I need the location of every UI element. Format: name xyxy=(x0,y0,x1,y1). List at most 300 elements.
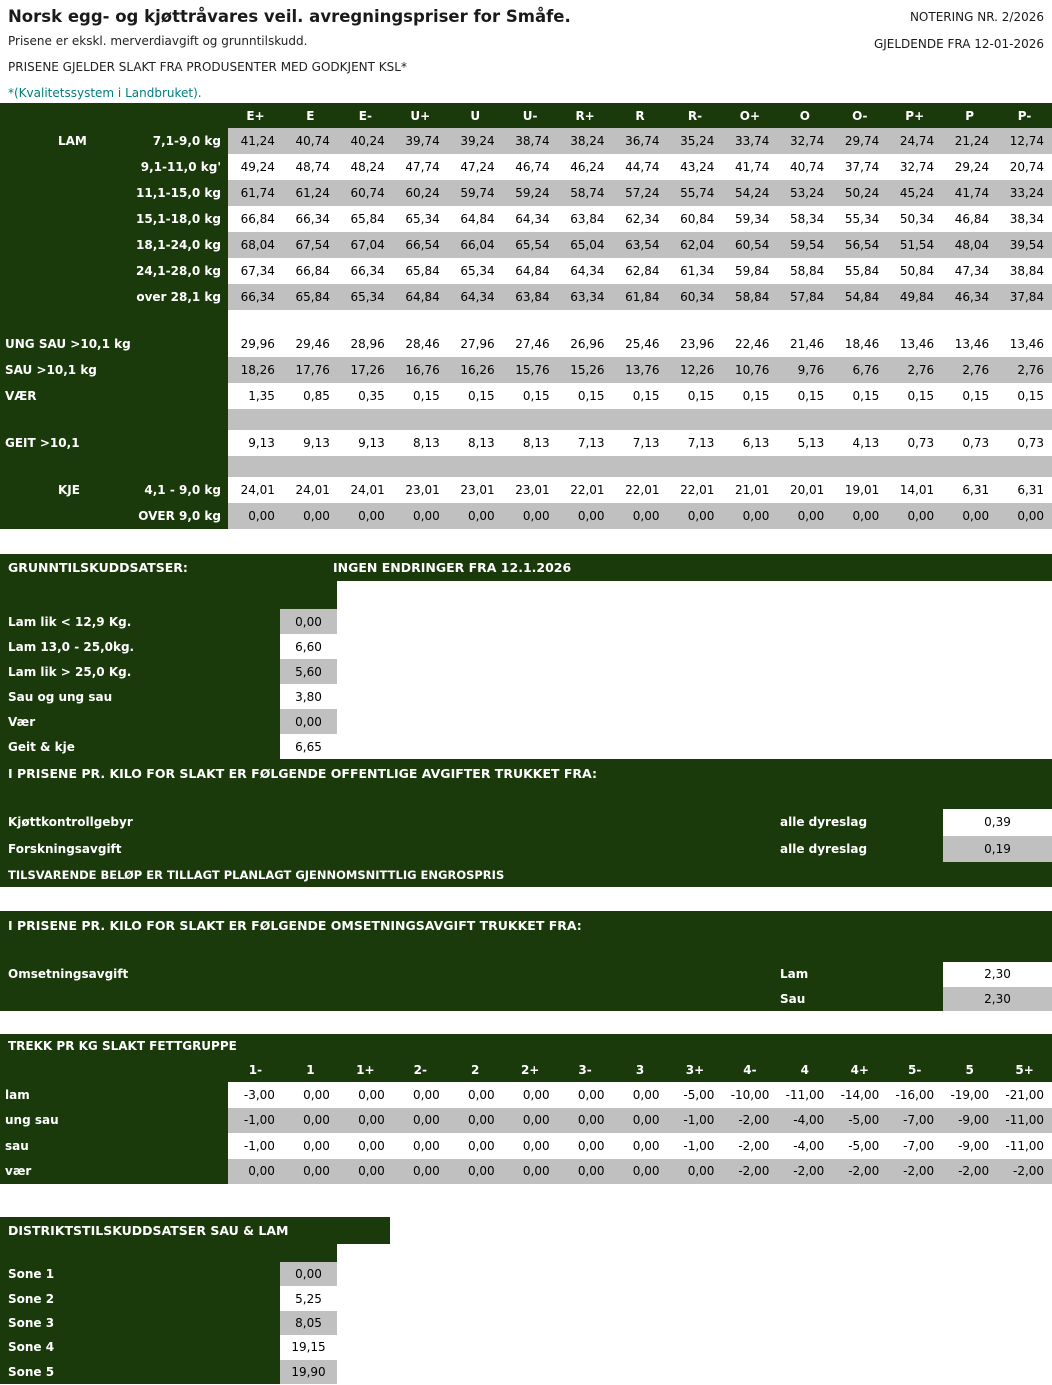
grade-column-header: U- xyxy=(522,108,538,123)
sone-label: Sone 5 xyxy=(8,1364,55,1379)
price-row-cells xyxy=(228,232,1052,258)
price-cell: 0,73 xyxy=(1017,436,1045,450)
grunntilskudd-row xyxy=(0,609,337,634)
grade-column-header: E xyxy=(306,108,315,123)
price-cell: 15,26 xyxy=(570,363,605,377)
page-title: Norsk egg- og kjøttråvares veil. avregningspriser for Småfe. xyxy=(8,7,571,26)
grade-header-row xyxy=(228,103,1052,128)
price-cell: 64,34 xyxy=(570,264,605,278)
fat-class-column-header: 4 xyxy=(800,1063,810,1077)
price-cell: 38,34 xyxy=(1009,212,1045,226)
price-row-label xyxy=(0,206,228,232)
ksl-statement: PRISENE GJELDER SLAKT FRA PRODUSENTER MED GODKJENT KSL* xyxy=(8,60,407,74)
price-cell: 12,74 xyxy=(1009,134,1045,148)
deduction-cell: 0,00 xyxy=(413,1164,440,1179)
subtitle: Prisene er ekskl. merverdiavgift og grunntilskudd. xyxy=(8,34,308,48)
grade-column-header: O xyxy=(799,108,810,123)
price-cell: 58,34 xyxy=(789,212,825,226)
price-row xyxy=(0,503,1052,529)
price-cell: 29,24 xyxy=(954,160,990,174)
deduction-cell: -9,00 xyxy=(958,1113,990,1128)
price-cell: 13,76 xyxy=(625,363,660,377)
deduction-cell: -11,00 xyxy=(785,1087,825,1102)
price-cell: 32,74 xyxy=(789,134,825,148)
deduction-cell: 0,00 xyxy=(303,1087,330,1102)
grunntilskudd-label: Lam 13,0 - 25,0kg. xyxy=(8,639,135,654)
price-cell: 20,74 xyxy=(1009,160,1045,174)
price-cell: 0,15 xyxy=(907,389,935,403)
omsetning-value: 2,30 xyxy=(943,987,1052,1012)
valid-from-date: GJELDENDE FRA 12-01-2026 xyxy=(873,37,1044,51)
price-cell: 48,04 xyxy=(954,238,990,252)
section-title-omsetning: I PRISENE PR. KILO FOR SLAKT ER FØLGENDE OMSETNINGSAVGIFT TRUKKET FRA: xyxy=(8,918,582,933)
document-header xyxy=(0,0,1052,103)
price-cell: 9,13 xyxy=(248,436,275,450)
price-cell: 35,24 xyxy=(680,134,715,148)
price-row xyxy=(0,430,1052,456)
grade-column-header: U xyxy=(470,108,481,123)
fat-class-column-header: 4+ xyxy=(850,1063,869,1077)
price-cell: 65,84 xyxy=(350,212,385,226)
price-cell: 22,01 xyxy=(625,483,660,497)
avgift-scope: alle dyreslag xyxy=(780,841,868,856)
deduction-cell: -5,00 xyxy=(683,1087,715,1102)
price-cell: 50,84 xyxy=(899,264,935,278)
price-cell: 22,46 xyxy=(735,337,770,351)
price-cell: 24,01 xyxy=(295,483,330,497)
price-row xyxy=(0,331,1052,357)
price-cell: 59,74 xyxy=(460,186,495,200)
grunntilskudd-header xyxy=(0,554,1052,581)
price-cell: 61,34 xyxy=(680,264,715,278)
price-row-label xyxy=(0,284,228,310)
price-row-cells xyxy=(228,331,1052,357)
fat-class-column-header: 1 xyxy=(306,1063,315,1077)
weight-class-label: 7,1-9,0 kg xyxy=(152,134,221,148)
price-cell: 13,46 xyxy=(1009,337,1045,351)
price-cell: 39,24 xyxy=(460,134,495,148)
deduction-cell: 0,00 xyxy=(577,1138,605,1153)
price-cell: 46,34 xyxy=(954,290,990,304)
price-row-label xyxy=(0,503,228,529)
price-cell: 12,26 xyxy=(680,363,715,377)
price-row-label xyxy=(0,331,228,357)
price-cell: 61,24 xyxy=(295,186,330,200)
price-cell: 4,13 xyxy=(852,436,880,450)
no-changes-note: INGEN ENDRINGER FRA 12.1.2026 xyxy=(333,560,572,575)
weight-class-label: 11,1-15,0 kg xyxy=(136,186,221,200)
fat-class-column-header: 3+ xyxy=(685,1063,705,1077)
grunntilskudd-rows xyxy=(0,581,337,759)
price-cell: 41,74 xyxy=(735,160,770,174)
price-cell: 68,04 xyxy=(240,238,275,252)
deduction-cell: 0,00 xyxy=(522,1087,550,1102)
grade-column-header: P- xyxy=(1017,108,1032,123)
deduction-cell: 0,00 xyxy=(687,1164,715,1179)
price-row-cells xyxy=(228,477,1052,503)
deduction-cell: -9,00 xyxy=(958,1138,990,1153)
deduction-cell: 0,00 xyxy=(632,1138,660,1153)
deduction-cell: -1,00 xyxy=(243,1138,275,1153)
price-cell: 21,01 xyxy=(735,483,770,497)
price-cell: 61,84 xyxy=(625,290,660,304)
animal-label: sau xyxy=(5,1138,29,1153)
deduction-cell: -2,00 xyxy=(738,1164,770,1179)
deduction-cell: -1,00 xyxy=(683,1138,715,1153)
price-cell: 15,76 xyxy=(515,363,550,377)
price-cell: 6,76 xyxy=(852,363,880,377)
price-row-label xyxy=(0,357,228,383)
sone-label: Sone 2 xyxy=(8,1291,55,1306)
price-cell: 55,74 xyxy=(680,186,715,200)
price-table xyxy=(0,103,1052,529)
price-cell: 62,34 xyxy=(625,212,660,226)
price-cell: 9,13 xyxy=(303,436,330,450)
deduction-cell: -1,00 xyxy=(243,1113,275,1128)
price-cell: 60,74 xyxy=(350,186,385,200)
grunntilskudd-value: 0,00 xyxy=(280,609,337,634)
fat-class-column-header: 1+ xyxy=(356,1063,375,1077)
price-cell: 0,00 xyxy=(797,509,825,523)
price-cell: 13,46 xyxy=(954,337,990,351)
grunntilskudd-row xyxy=(0,659,337,684)
price-cell: 67,04 xyxy=(350,238,385,252)
price-cell: 58,84 xyxy=(789,264,825,278)
price-cell: 66,34 xyxy=(350,264,385,278)
price-row xyxy=(0,206,1052,232)
price-cell: 6,13 xyxy=(742,436,770,450)
grunntilskudd-label: Vær xyxy=(8,714,36,729)
deduction-cell: -7,00 xyxy=(903,1113,935,1128)
sone-value: 19,90 xyxy=(280,1360,337,1384)
price-cell: 0,15 xyxy=(742,389,770,403)
deduction-cell: -2,00 xyxy=(903,1164,935,1179)
weight-class-label: 24,1-28,0 kg xyxy=(136,264,221,278)
price-cell: 64,84 xyxy=(405,290,440,304)
deduction-cell: -1,00 xyxy=(683,1113,715,1128)
price-cell: 43,24 xyxy=(680,160,715,174)
price-cell: 8,13 xyxy=(467,436,495,450)
fat-class-column-header: 2 xyxy=(471,1063,480,1077)
price-cell: 20,01 xyxy=(789,483,825,497)
deduction-cell: -2,00 xyxy=(848,1164,880,1179)
price-cell: 18,46 xyxy=(844,337,880,351)
deduction-row xyxy=(0,1133,1052,1159)
fat-class-column-header: 5 xyxy=(965,1063,974,1077)
price-cell: 64,34 xyxy=(460,290,495,304)
grunntilskudd-row xyxy=(0,734,337,759)
price-cell: 63,84 xyxy=(515,290,550,304)
price-cell: 59,84 xyxy=(735,264,770,278)
price-cell: 60,54 xyxy=(735,238,770,252)
deduction-cell: -2,00 xyxy=(958,1164,990,1179)
price-cell: 58,84 xyxy=(735,290,770,304)
animal-group-label: LAM xyxy=(58,134,87,148)
spacer xyxy=(0,581,337,609)
price-cell: 0,15 xyxy=(797,389,825,403)
price-cell: 45,24 xyxy=(899,186,935,200)
price-cell: 7,13 xyxy=(577,436,605,450)
sone-value: 8,05 xyxy=(280,1311,337,1335)
price-cell: 47,24 xyxy=(460,160,495,174)
grade-column-header: O+ xyxy=(739,108,761,123)
omsetning-value: 2,30 xyxy=(943,962,1052,987)
price-cell: 63,54 xyxy=(625,238,660,252)
fettgruppe-section xyxy=(0,1034,1052,1184)
weight-class-label: 9,1-11,0 kg' xyxy=(140,160,221,174)
deduction-cell: -10,00 xyxy=(730,1087,770,1102)
price-cell: 16,26 xyxy=(460,363,495,377)
ksl-footnote: *(Kvalitetssystem i Landbruket). xyxy=(8,86,202,100)
grunntilskudd-label: Lam lik > 25,0 Kg. xyxy=(8,664,132,679)
price-cell: 65,84 xyxy=(295,290,330,304)
avgift-rows xyxy=(0,809,1052,862)
price-cell: 61,74 xyxy=(240,186,275,200)
sone-row xyxy=(0,1335,337,1359)
weight-class-label: 15,1-18,0 kg xyxy=(136,212,221,226)
price-cell: 24,01 xyxy=(240,483,275,497)
deduction-cell: -5,00 xyxy=(848,1138,880,1153)
grunntilskudd-row xyxy=(0,634,337,659)
deduction-cell: -19,00 xyxy=(950,1087,990,1102)
price-cell: 55,84 xyxy=(844,264,880,278)
price-cell: 51,54 xyxy=(899,238,935,252)
price-cell: 36,74 xyxy=(625,134,660,148)
deduction-cell: 0,00 xyxy=(522,1164,550,1179)
price-cell: 14,01 xyxy=(899,483,935,497)
price-cell: 59,34 xyxy=(735,212,770,226)
spacer xyxy=(0,790,1052,809)
price-cell: 40,74 xyxy=(789,160,825,174)
price-cell: 0,15 xyxy=(413,389,440,403)
price-cell: 0,15 xyxy=(1017,389,1045,403)
spacer xyxy=(0,942,1052,962)
price-cell: 23,01 xyxy=(460,483,495,497)
price-cell: 6,31 xyxy=(1017,483,1045,497)
price-row-label xyxy=(0,430,228,456)
price-cell: 37,74 xyxy=(844,160,880,174)
price-cell: 65,34 xyxy=(460,264,495,278)
price-cell: 60,84 xyxy=(680,212,715,226)
price-cell: 66,54 xyxy=(405,238,440,252)
price-row-cells xyxy=(228,206,1052,232)
sone-row xyxy=(0,1311,337,1335)
price-row-label xyxy=(0,456,228,477)
deduction-cell: 0,00 xyxy=(303,1113,330,1128)
price-row-label xyxy=(0,310,228,331)
deduction-cell: 0,00 xyxy=(522,1113,550,1128)
price-cell: 8,13 xyxy=(413,436,440,450)
spacer xyxy=(0,1244,337,1262)
price-cell: 0,15 xyxy=(962,389,990,403)
price-cell: 37,84 xyxy=(1009,290,1045,304)
grade-column-header: R xyxy=(635,108,645,123)
price-cell: 2,76 xyxy=(962,363,990,377)
price-cell: 67,34 xyxy=(240,264,275,278)
price-cell: 41,74 xyxy=(954,186,990,200)
deduction-cell: -2,00 xyxy=(1013,1164,1045,1179)
price-cell: 50,24 xyxy=(844,186,880,200)
animal-group-label: KJE xyxy=(58,483,80,497)
price-cell: 56,54 xyxy=(844,238,880,252)
grunntilskudd-section xyxy=(0,554,1052,759)
price-cell: 39,54 xyxy=(1009,238,1045,252)
deduction-cell: 0,00 xyxy=(358,1138,385,1153)
price-cell: 10,76 xyxy=(735,363,770,377)
price-row xyxy=(0,477,1052,503)
omsetning-label xyxy=(0,987,780,1012)
price-cell: 13,46 xyxy=(899,337,935,351)
price-cell: 0,00 xyxy=(687,509,715,523)
price-row-label xyxy=(0,128,228,154)
grunntilskudd-value: 6,65 xyxy=(280,734,337,759)
price-cell: 59,54 xyxy=(789,238,825,252)
price-cell: 66,84 xyxy=(240,212,275,226)
price-cell: 65,34 xyxy=(405,212,440,226)
price-cell: 41,24 xyxy=(240,134,275,148)
grade-column-header: R+ xyxy=(575,108,595,123)
price-cell: 64,84 xyxy=(460,212,495,226)
price-cell: 63,84 xyxy=(570,212,605,226)
price-row xyxy=(0,258,1052,284)
grunntilskudd-row xyxy=(0,709,337,734)
price-cell: 27,96 xyxy=(460,337,495,351)
price-cell: 9,76 xyxy=(797,363,825,377)
section-title-grunntilskudd: GRUNNTILSKUDDSATSER: xyxy=(8,560,188,575)
omsetning-animal: Sau xyxy=(780,991,806,1006)
grunntilskudd-value: 6,60 xyxy=(280,634,337,659)
grade-column-header: P xyxy=(965,108,975,123)
weight-class-label: over 28,1 kg xyxy=(136,290,221,304)
price-cell: 65,34 xyxy=(350,290,385,304)
animal-label: UNG SAU >10,1 kg xyxy=(5,337,131,351)
price-cell: 47,74 xyxy=(405,160,440,174)
deduction-row-label xyxy=(0,1133,228,1159)
avgifter-footer: TILSVARENDE BELØP ER TILLAGT PLANLAGT GJENNOMSNITTLIG ENGROSPRIS xyxy=(8,867,505,882)
deduction-cell: 0,00 xyxy=(632,1087,660,1102)
price-cell: 33,24 xyxy=(1009,186,1045,200)
fat-class-column-header: 1- xyxy=(248,1063,263,1077)
price-cell: 48,74 xyxy=(295,160,330,174)
deduction-cell: 0,00 xyxy=(577,1113,605,1128)
price-cell: 49,84 xyxy=(899,290,935,304)
price-cell: 17,76 xyxy=(295,363,330,377)
price-gap-row xyxy=(0,456,1052,477)
sone-value: 19,15 xyxy=(280,1335,337,1359)
deduction-cell: 0,00 xyxy=(303,1164,330,1179)
grunntilskudd-value: 5,60 xyxy=(280,659,337,684)
price-row-label xyxy=(0,383,228,409)
price-cell: 47,34 xyxy=(954,264,990,278)
avgift-row xyxy=(0,836,1052,863)
price-cell: 66,04 xyxy=(460,238,495,252)
price-cell: 53,24 xyxy=(789,186,825,200)
price-cell: 48,24 xyxy=(350,160,385,174)
price-gap-row xyxy=(0,409,1052,430)
price-cell: 50,34 xyxy=(899,212,935,226)
price-row xyxy=(0,180,1052,206)
price-cell: 0,00 xyxy=(852,509,880,523)
price-cell: 55,34 xyxy=(844,212,880,226)
animal-label: vær xyxy=(5,1164,32,1179)
price-cell: 0,00 xyxy=(467,509,495,523)
price-cell: 7,13 xyxy=(687,436,715,450)
price-cell: 0,00 xyxy=(632,509,660,523)
avgifter-section xyxy=(0,759,1052,887)
sone-label: Sone 1 xyxy=(8,1267,55,1282)
price-cell: 0,00 xyxy=(303,509,330,523)
deduction-cell: 0,00 xyxy=(413,1138,440,1153)
deduction-row-label xyxy=(0,1108,228,1134)
price-cell: 23,96 xyxy=(680,337,715,351)
price-cell: 24,74 xyxy=(899,134,935,148)
price-cell: 0,73 xyxy=(962,436,990,450)
price-row xyxy=(0,357,1052,383)
price-cell: 65,54 xyxy=(515,238,550,252)
price-cell: 62,84 xyxy=(625,264,660,278)
avgift-row xyxy=(0,809,1052,836)
price-cell: 0,00 xyxy=(742,509,770,523)
price-row-cells xyxy=(228,310,1052,331)
deduction-row-label xyxy=(0,1159,228,1185)
deduction-row xyxy=(0,1159,1052,1185)
price-cell: 59,24 xyxy=(515,186,550,200)
price-cell: 6,31 xyxy=(962,483,990,497)
price-row-cells xyxy=(228,284,1052,310)
deduction-cell: 0,00 xyxy=(303,1138,330,1153)
price-cell: 60,34 xyxy=(680,290,715,304)
price-row-label xyxy=(0,477,228,503)
price-cell: 0,15 xyxy=(632,389,660,403)
price-row-label xyxy=(0,409,228,430)
avgift-value: 0,39 xyxy=(943,809,1052,836)
price-row-label xyxy=(0,232,228,258)
price-cell: 57,84 xyxy=(789,290,825,304)
deduction-cell: 0,00 xyxy=(358,1113,385,1128)
price-cell: 0,35 xyxy=(358,389,385,403)
price-row-cells xyxy=(228,430,1052,456)
price-cell: 39,74 xyxy=(405,134,440,148)
weight-class-label: OVER 9,0 kg xyxy=(138,509,221,523)
deduction-cell: 0,00 xyxy=(467,1164,495,1179)
price-cell: 46,84 xyxy=(954,212,990,226)
price-row-label xyxy=(0,180,228,206)
fat-class-header-row xyxy=(228,1058,1052,1082)
animal-label: ung sau xyxy=(5,1113,59,1128)
sone-row xyxy=(0,1286,337,1310)
price-cell: 21,46 xyxy=(789,337,825,351)
price-row-cells xyxy=(228,503,1052,529)
omsetning-row xyxy=(0,987,1052,1012)
section-title-distrikt: DISTRIKTSTILSKUDDSATSER SAU & LAM xyxy=(0,1217,390,1244)
price-cell: 0,15 xyxy=(687,389,715,403)
deduction-cell: -3,00 xyxy=(243,1087,275,1102)
price-cell: 54,24 xyxy=(735,186,770,200)
sone-label: Sone 3 xyxy=(8,1315,55,1330)
price-cell: 0,00 xyxy=(962,509,990,523)
price-cell: 0,15 xyxy=(577,389,605,403)
weight-class-label: 4,1 - 9,0 kg xyxy=(144,483,221,497)
fat-class-column-header: 2+ xyxy=(520,1063,540,1077)
price-cell: 0,00 xyxy=(577,509,605,523)
sone-value: 5,25 xyxy=(280,1286,337,1310)
grunntilskudd-label: Geit & kje xyxy=(8,739,75,754)
notering-number: NOTERING NR. 2/2026 xyxy=(909,10,1044,24)
price-cell: 23,01 xyxy=(405,483,440,497)
sone-value: 0,00 xyxy=(280,1262,337,1286)
fat-class-column-header: 3- xyxy=(578,1063,592,1077)
price-cell: 65,84 xyxy=(405,264,440,278)
